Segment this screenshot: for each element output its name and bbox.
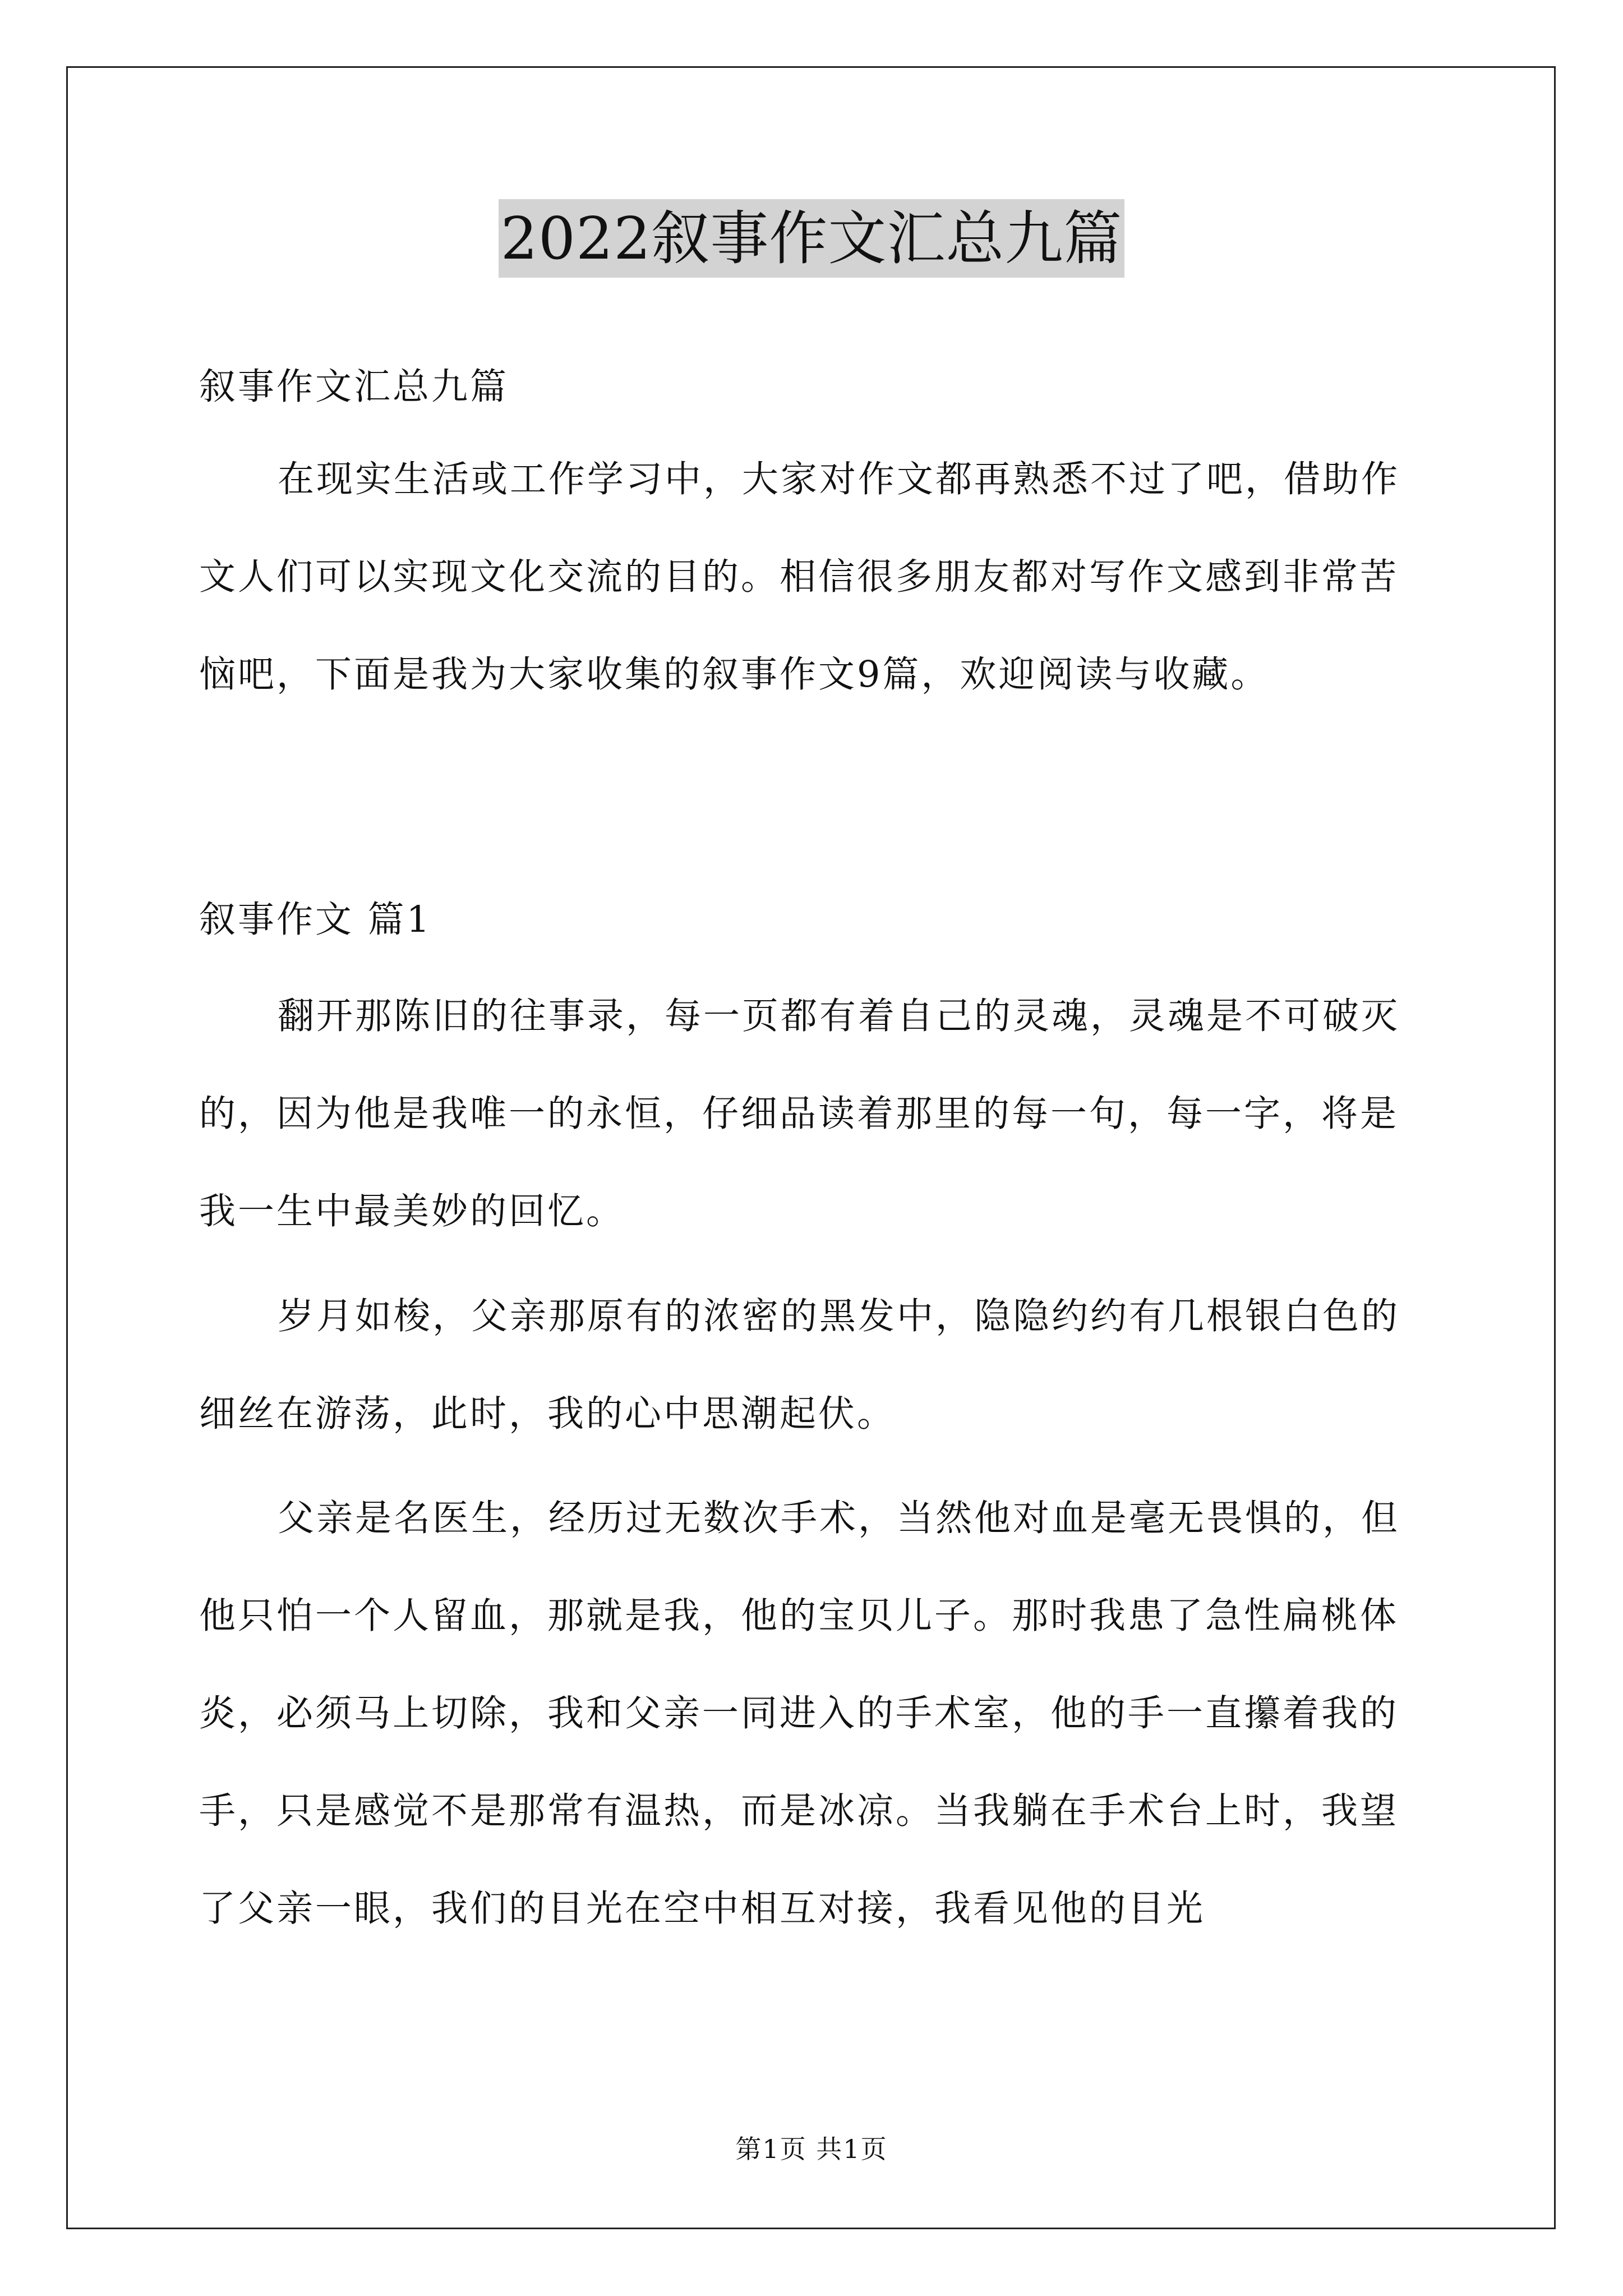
paragraph-1: 翻开那陈旧的往事录，每一页都有着自己的灵魂，灵魂是不可破灭的，因为他是我唯一的永恒，仔细品读着那里的每一句，每一字，将是我一生中最美妙的回忆。 [199,995,1400,1232]
section-heading: 叙事作文 篇1 [199,899,432,941]
body-paragraph [199,1268,1427,1463]
document-title: 2022叙事作文汇总九篇 [499,199,1125,278]
page-footer: 第1页 共1页 [735,2134,888,2164]
paragraph-2: 岁月如梭，父亲那原有的浓密的黑发中，隐隐约约有几根银白色的细丝在游荡，此时，我的心中思潮起伏。 [199,1295,1400,1435]
paragraph-3: 父亲是名医生，经历过无数次手术，当然他对血是毫无畏惧的，但他只怕一个人留血，那就是我，他的宝贝儿子。那时我患了急性扁桃体炎，必须马上切除，我和父亲一同进入的手术室，他的手一直攥着我的手，只是感觉不是那常有温热，而是冰凉。当我躺在手术台上时，我望了父亲一眼，我们的目光在空中相互对接，我看见他的目光 [199,1497,1400,1930]
body-paragraph [199,968,1427,1260]
body-paragraph [199,1470,1427,1958]
intro-paragraph: 在现实生活或工作学习中，大家对作文都再熟悉不过了吧，借助作文人们可以实现文化交流的目的。相信很多朋友都对写作文感到非常苦恼吧，下面是我为大家收集的叙事作文9篇，欢迎阅读与收藏。 [199,458,1400,696]
title-container [0,199,1623,278]
document-subtitle: 叙事作文汇总九篇 [199,366,509,408]
intro-block [199,431,1427,724]
